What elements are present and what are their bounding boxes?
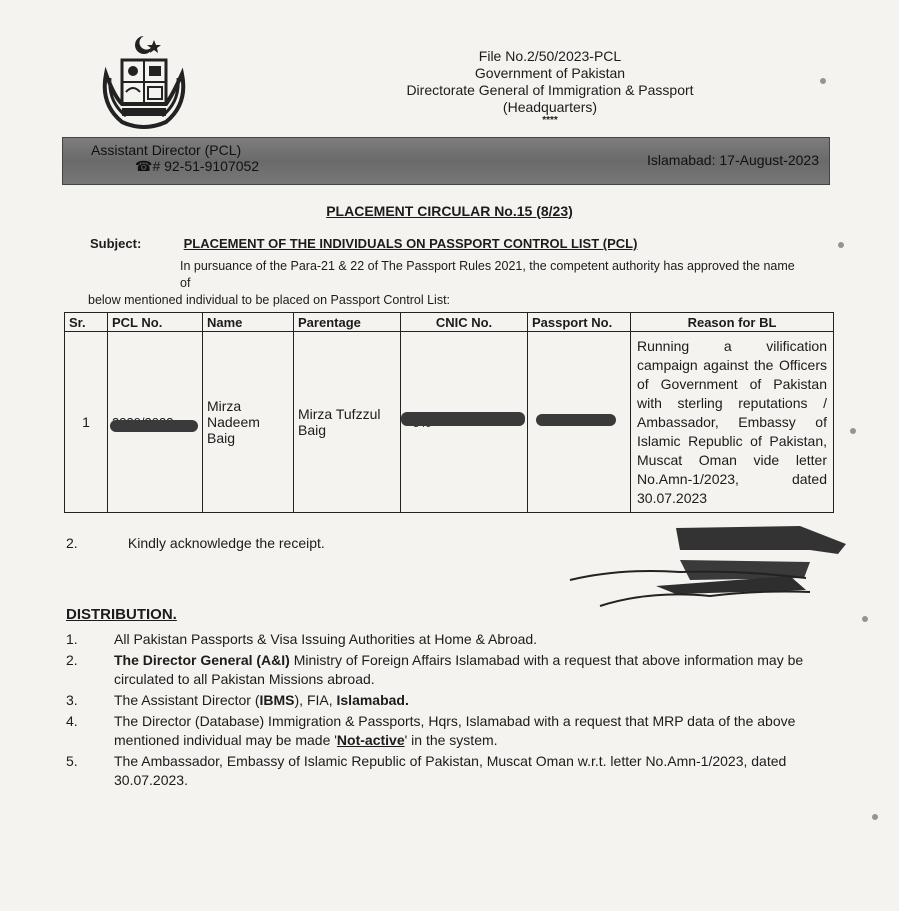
cell-reason: Running a vilification campaign against the Officers of Government of Pakistan with sterling reputations / Ambassador, Embassy of Islamic Republic of Pakistan, Muscat Oman vide letter No.Amn-1/2023, dated 30.07.2023 [631,332,834,513]
signature-icon [560,520,860,610]
state-emblem-icon [92,34,196,134]
table-row [65,332,834,513]
acknowledge-line [66,535,325,551]
place-date: Islamabad: 17-August-2023 [647,152,819,168]
government-name: Government of Pakistan [474,65,626,81]
cell-parentage: Mirza Tufzzul Baig [294,332,401,513]
item-bold-text: The Director General (A&I) [114,652,290,668]
scan-speck [820,78,826,84]
header-name: Name [203,313,294,332]
item-text: ' in the system. [404,732,498,748]
table-header-row [65,313,834,332]
office-title: Assistant Director (PCL) [91,142,242,158]
ack-number: 2. [66,535,78,551]
header-reason: Reason for BL [631,313,834,332]
list-item [66,712,856,750]
item-text: The Ambassador, Embassy of Islamic Republic of Pakistan, Muscat Oman w.r.t. letter No.Amn-1/2023, dated 30.07.2023. [114,753,787,788]
header-parentage: Parentage [294,313,401,332]
cell-cnic [401,332,528,513]
item-number: 2. [66,652,78,668]
scan-speck [838,242,844,248]
redaction-mark [110,420,198,432]
distribution-title: DISTRIBUTION. [66,606,177,623]
redaction-mark [401,412,525,426]
item-text: The Director (Database) Immigration & Passports, Hqrs, Islamabad with a request that MRP data of the above mentioned individual may be made ' [114,713,796,748]
cell-pcl-no [108,332,203,513]
stars-divider: **** [542,115,558,126]
item-number: 1. [66,631,78,647]
scan-speck [862,616,868,622]
letterhead [400,48,700,126]
subject-text: PLACEMENT OF THE INDIVIDUALS ON PASSPORT CONTROL LIST (PCL) [183,236,638,251]
item-bold-text: Not-active [336,732,405,748]
item-number: 3. [66,692,78,708]
intro-paragraph [88,258,808,309]
subject-label: Subject: [90,236,142,251]
subject-line [90,236,637,251]
cell-sr: 1 [65,332,108,513]
item-number: 5. [66,753,78,769]
item-text: The Assistant Director ( [114,692,260,708]
list-item [66,691,856,710]
item-number: 4. [66,713,78,729]
list-item [66,630,856,649]
redaction-mark [536,414,616,426]
ack-text: Kindly acknowledge the receipt. [127,535,325,551]
header-passport: Passport No. [528,313,631,332]
pcl-table [64,312,834,513]
cell-name: Mirza Nadeem Baig [203,332,294,513]
file-number: File No.2/50/2023-PCL [478,48,622,64]
office-phone: ☎# 92-51-9107052 [135,158,260,174]
distribution-list [66,630,856,792]
item-text: Ministry of Foreign Affairs Islamabad with a request that above information may be circulated to all Pakistan Missions abroad. [114,652,804,687]
intro-line-1: In pursuance of the Para-21 & 22 of The Passport Rules 2021, the competent authority has approved the name of [180,259,795,290]
directorate-name: Directorate General of Immigration & Passport [406,82,694,98]
item-text: All Pakistan Passports & Visa Issuing Authorities at Home & Abroad. [114,631,538,647]
item-text: ), FIA, [294,692,337,708]
header-sr: Sr. [65,313,108,332]
scan-speck [850,428,856,434]
header-cnic: CNIC No. [401,313,528,332]
scan-speck [872,814,878,820]
header-pcl-no: PCL No. [108,313,203,332]
headquarters-label: (Headquarters) [502,99,598,115]
item-bold-text: IBMS [259,692,295,708]
office-band [62,137,830,185]
cell-passport [528,332,631,513]
circular-title: PLACEMENT CIRCULAR No.15 (8/23) [326,203,573,219]
list-item [66,752,856,790]
list-item [66,651,856,689]
intro-line-2: below mentioned individual to be placed on Passport Control List: [88,293,451,307]
item-bold-text: Islamabad. [336,692,409,708]
